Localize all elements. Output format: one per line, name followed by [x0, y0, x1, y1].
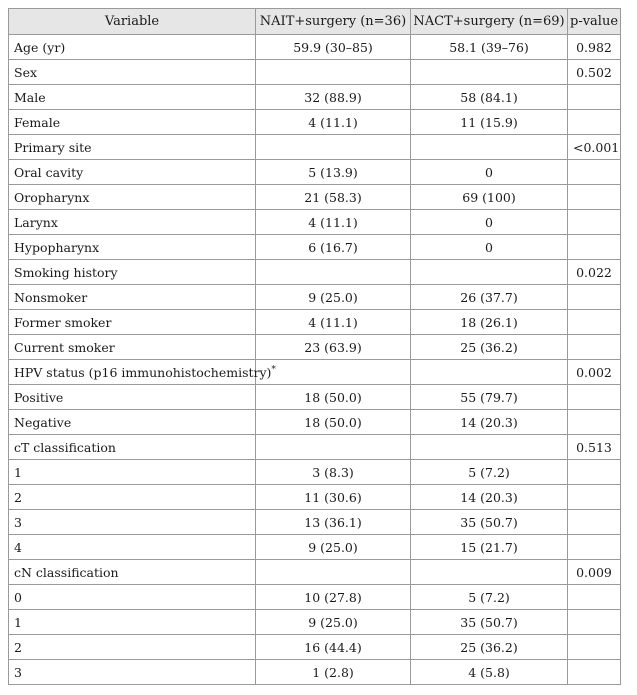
cell-variable [9, 310, 256, 335]
cell-p-value [568, 485, 621, 510]
cell-variable-text: 1 [14, 614, 22, 630]
cell-variable-text: cT classification [14, 439, 116, 455]
cell-p-value-text: 0.982 [576, 39, 612, 55]
cell-nact-surgery [411, 460, 568, 485]
cell-p-value [568, 260, 621, 285]
table-row [9, 210, 621, 235]
cell-p-value [568, 585, 621, 610]
cell-nait-surgery [256, 160, 411, 185]
cell-p-value [568, 460, 621, 485]
cell-variable [9, 535, 256, 560]
cell-p-value [568, 535, 621, 560]
cell-variable [9, 35, 256, 60]
header-variable: Variable [9, 9, 256, 35]
cell-nact-surgery-text: 11 (15.9) [460, 114, 518, 130]
cell-p-value [568, 110, 621, 135]
table-row [9, 435, 621, 460]
table-row [9, 285, 621, 310]
footnote-marker: * [271, 364, 276, 375]
cell-variable [9, 660, 256, 685]
cell-nait-surgery-text: 32 (88.9) [304, 89, 362, 105]
table-row [9, 260, 621, 285]
cell-variable-text: Age (yr) [14, 39, 66, 55]
cell-nait-surgery-text: 21 (58.3) [304, 189, 362, 205]
cell-variable-text: Current smoker [14, 339, 115, 355]
cell-variable [9, 135, 256, 160]
cell-p-value-text: 0.002 [576, 364, 612, 380]
cell-nact-surgery [411, 435, 568, 460]
cell-nact-surgery [411, 585, 568, 610]
table-row [9, 610, 621, 635]
cell-p-value [568, 135, 621, 160]
cell-nact-surgery [411, 560, 568, 585]
cell-nait-surgery-text: 10 (27.8) [304, 589, 362, 605]
cell-nait-surgery-text: 6 (16.7) [308, 239, 358, 255]
cell-nait-surgery-text: 18 (50.0) [304, 414, 362, 430]
cell-nait-surgery-text: 9 (25.0) [308, 539, 358, 555]
cell-nait-surgery [256, 85, 411, 110]
cell-variable [9, 460, 256, 485]
table-header-row [9, 9, 621, 35]
cell-p-value [568, 610, 621, 635]
cell-variable [9, 435, 256, 460]
cell-nact-surgery-text: 5 (7.2) [468, 589, 510, 605]
table-row [9, 360, 621, 385]
cell-nait-surgery [256, 560, 411, 585]
cell-nait-surgery-text: 23 (63.9) [304, 339, 362, 355]
cell-p-value [568, 410, 621, 435]
cell-nait-surgery [256, 310, 411, 335]
cell-variable-text: Former smoker [14, 314, 112, 330]
cell-variable-text: Primary site [14, 139, 92, 155]
cell-nait-surgery-text: 16 (44.4) [304, 639, 362, 655]
cell-nait-surgery [256, 435, 411, 460]
cell-variable [9, 110, 256, 135]
table-row [9, 310, 621, 335]
table-row [9, 185, 621, 210]
cell-nait-surgery [256, 410, 411, 435]
cell-p-value [568, 560, 621, 585]
cell-nact-surgery [411, 610, 568, 635]
cell-nact-surgery [411, 285, 568, 310]
cell-p-value [568, 285, 621, 310]
cell-nait-surgery [256, 110, 411, 135]
table-row [9, 485, 621, 510]
cell-nait-surgery-text: 11 (30.6) [304, 489, 362, 505]
cell-variable [9, 560, 256, 585]
cell-nact-surgery-text: 0 [485, 239, 493, 255]
cell-variable-text: 3 [14, 514, 22, 530]
cell-variable-text: Hypopharynx [14, 239, 100, 255]
cell-p-value [568, 210, 621, 235]
cell-p-value [568, 160, 621, 185]
cell-nact-surgery [411, 135, 568, 160]
table-row [9, 35, 621, 60]
cell-nact-surgery [411, 160, 568, 185]
cell-variable [9, 610, 256, 635]
cell-p-value [568, 660, 621, 685]
header-nait-surgery: NAIT+surgery (n=36) [256, 9, 411, 35]
cell-nait-surgery-text: 9 (25.0) [308, 289, 358, 305]
cell-variable [9, 410, 256, 435]
cell-nact-surgery-text: 14 (20.3) [460, 489, 518, 505]
cell-nact-surgery [411, 510, 568, 535]
header-nact-surgery: NACT+surgery (n=69) [411, 9, 568, 35]
cell-variable-text: Sex [14, 64, 38, 80]
cell-variable-text: Smoking history [14, 264, 118, 280]
cell-p-value [568, 35, 621, 60]
table-row [9, 660, 621, 685]
header-p-value: p-value [568, 9, 621, 35]
table-row [9, 85, 621, 110]
cell-variable [9, 235, 256, 260]
cell-variable-text: 1 [14, 464, 22, 480]
table-row [9, 560, 621, 585]
cell-variable [9, 285, 256, 310]
cell-p-value [568, 310, 621, 335]
cell-nact-surgery [411, 335, 568, 360]
cell-nact-surgery [411, 35, 568, 60]
table-body [9, 35, 621, 685]
cell-nait-surgery-text: 59.9 (30–85) [293, 39, 373, 55]
cell-p-value-text: 0.022 [576, 264, 612, 280]
cell-variable-text: Oropharynx [14, 189, 90, 205]
cell-nact-surgery-text: 58 (84.1) [460, 89, 518, 105]
cell-nact-surgery-text: 4 (5.8) [468, 664, 510, 680]
table-row [9, 60, 621, 85]
cell-variable-text: Nonsmoker [14, 289, 88, 305]
cell-nait-surgery [256, 60, 411, 85]
cell-p-value [568, 85, 621, 110]
cell-nait-surgery [256, 660, 411, 685]
cell-nact-surgery-text: 35 (50.7) [460, 514, 518, 530]
cell-variable [9, 635, 256, 660]
cell-variable [9, 210, 256, 235]
cell-p-value [568, 360, 621, 385]
cell-nact-surgery [411, 385, 568, 410]
cell-variable-text: 0 [14, 589, 22, 605]
cell-variable-text: Negative [14, 414, 72, 430]
table-row [9, 585, 621, 610]
cell-nait-surgery-text: 5 (13.9) [308, 164, 358, 180]
cell-variable [9, 485, 256, 510]
cell-nait-surgery [256, 535, 411, 560]
cell-variable [9, 510, 256, 535]
cell-nact-surgery [411, 185, 568, 210]
cell-nact-surgery-text: 15 (21.7) [460, 539, 518, 555]
cell-variable [9, 85, 256, 110]
cell-nact-surgery [411, 110, 568, 135]
cell-nait-surgery [256, 510, 411, 535]
cell-nact-surgery-text: 14 (20.3) [460, 414, 518, 430]
cell-nait-surgery-text: 4 (11.1) [308, 314, 358, 330]
cell-nact-surgery [411, 410, 568, 435]
cell-nact-surgery [411, 85, 568, 110]
cell-nact-surgery [411, 635, 568, 660]
cell-nait-surgery [256, 260, 411, 285]
cell-variable-text: Positive [14, 389, 64, 405]
cell-variable-text: 4 [14, 539, 22, 555]
cell-p-value [568, 335, 621, 360]
table-row [9, 535, 621, 560]
cell-nait-surgery [256, 460, 411, 485]
cell-nact-surgery [411, 535, 568, 560]
cell-nait-surgery [256, 335, 411, 360]
cell-p-value-text: 0.009 [576, 564, 612, 580]
cell-nact-surgery-text: 69 (100) [462, 189, 516, 205]
cell-variable [9, 185, 256, 210]
cell-nact-surgery [411, 310, 568, 335]
cell-nact-surgery-text: 25 (36.2) [460, 339, 518, 355]
table-row [9, 160, 621, 185]
cell-variable-text: 2 [14, 639, 22, 655]
table-row [9, 510, 621, 535]
cell-variable-text: 2 [14, 489, 22, 505]
table-row [9, 385, 621, 410]
cell-variable-text: cN classification [14, 564, 119, 580]
cell-nact-surgery [411, 210, 568, 235]
cell-nait-surgery [256, 185, 411, 210]
patient-characteristics-table [8, 8, 621, 685]
cell-nact-surgery-text: 35 (50.7) [460, 614, 518, 630]
table-row [9, 460, 621, 485]
cell-nait-surgery-text: 18 (50.0) [304, 389, 362, 405]
cell-nait-surgery [256, 135, 411, 160]
cell-variable [9, 260, 256, 285]
cell-variable-text: Male [14, 89, 46, 105]
cell-variable-text: Larynx [14, 214, 58, 230]
cell-nait-surgery [256, 285, 411, 310]
table-row [9, 635, 621, 660]
cell-variable-text: Oral cavity [14, 164, 84, 180]
cell-nait-surgery-text: 4 (11.1) [308, 114, 358, 130]
cell-variable-text: Female [14, 114, 61, 130]
table-row [9, 410, 621, 435]
cell-variable [9, 160, 256, 185]
cell-p-value-text: <0.001 [573, 139, 620, 155]
cell-variable-text: 3 [14, 664, 22, 680]
cell-nact-surgery [411, 60, 568, 85]
cell-nact-surgery-text: 18 (26.1) [460, 314, 518, 330]
table-row [9, 135, 621, 160]
cell-nact-surgery [411, 360, 568, 385]
cell-variable [9, 585, 256, 610]
cell-nait-surgery [256, 485, 411, 510]
cell-p-value [568, 385, 621, 410]
cell-p-value [568, 635, 621, 660]
cell-variable [9, 335, 256, 360]
cell-nact-surgery-text: 26 (37.7) [460, 289, 518, 305]
cell-nact-surgery [411, 260, 568, 285]
cell-nait-surgery [256, 635, 411, 660]
cell-nact-surgery [411, 485, 568, 510]
cell-nact-surgery-text: 25 (36.2) [460, 639, 518, 655]
cell-nact-surgery [411, 235, 568, 260]
cell-p-value-text: 0.513 [576, 439, 612, 455]
cell-nait-surgery-text: 13 (36.1) [304, 514, 362, 530]
cell-nait-surgery-text: 1 (2.8) [312, 664, 354, 680]
cell-variable [9, 360, 276, 385]
cell-p-value [568, 435, 621, 460]
cell-nait-surgery-text: 4 (11.1) [308, 214, 358, 230]
cell-variable-text: HPV status (p16 immunohistochemistry) [14, 364, 272, 380]
cell-nait-surgery [256, 210, 411, 235]
cell-nait-surgery [256, 610, 411, 635]
cell-nait-surgery-text: 3 (8.3) [312, 464, 354, 480]
cell-variable [9, 385, 256, 410]
cell-p-value [568, 235, 621, 260]
cell-nact-surgery [411, 660, 568, 685]
cell-p-value [568, 60, 621, 85]
cell-nait-surgery [256, 585, 411, 610]
cell-nact-surgery-text: 5 (7.2) [468, 464, 510, 480]
cell-nait-surgery [256, 235, 411, 260]
cell-nact-surgery-text: 58.1 (39–76) [449, 39, 529, 55]
table-row [9, 335, 621, 360]
cell-nait-surgery [256, 385, 411, 410]
cell-p-value [568, 185, 621, 210]
cell-nait-surgery-text: 9 (25.0) [308, 614, 358, 630]
cell-p-value-text: 0.502 [576, 64, 612, 80]
cell-nait-surgery [256, 360, 411, 385]
cell-variable [9, 60, 256, 85]
cell-nact-surgery-text: 0 [485, 164, 493, 180]
cell-nact-surgery-text: 55 (79.7) [460, 389, 518, 405]
cell-p-value [568, 510, 621, 535]
cell-nait-surgery [256, 35, 411, 60]
table-row [9, 110, 621, 135]
table-row [9, 235, 621, 260]
cell-nact-surgery-text: 0 [485, 214, 493, 230]
